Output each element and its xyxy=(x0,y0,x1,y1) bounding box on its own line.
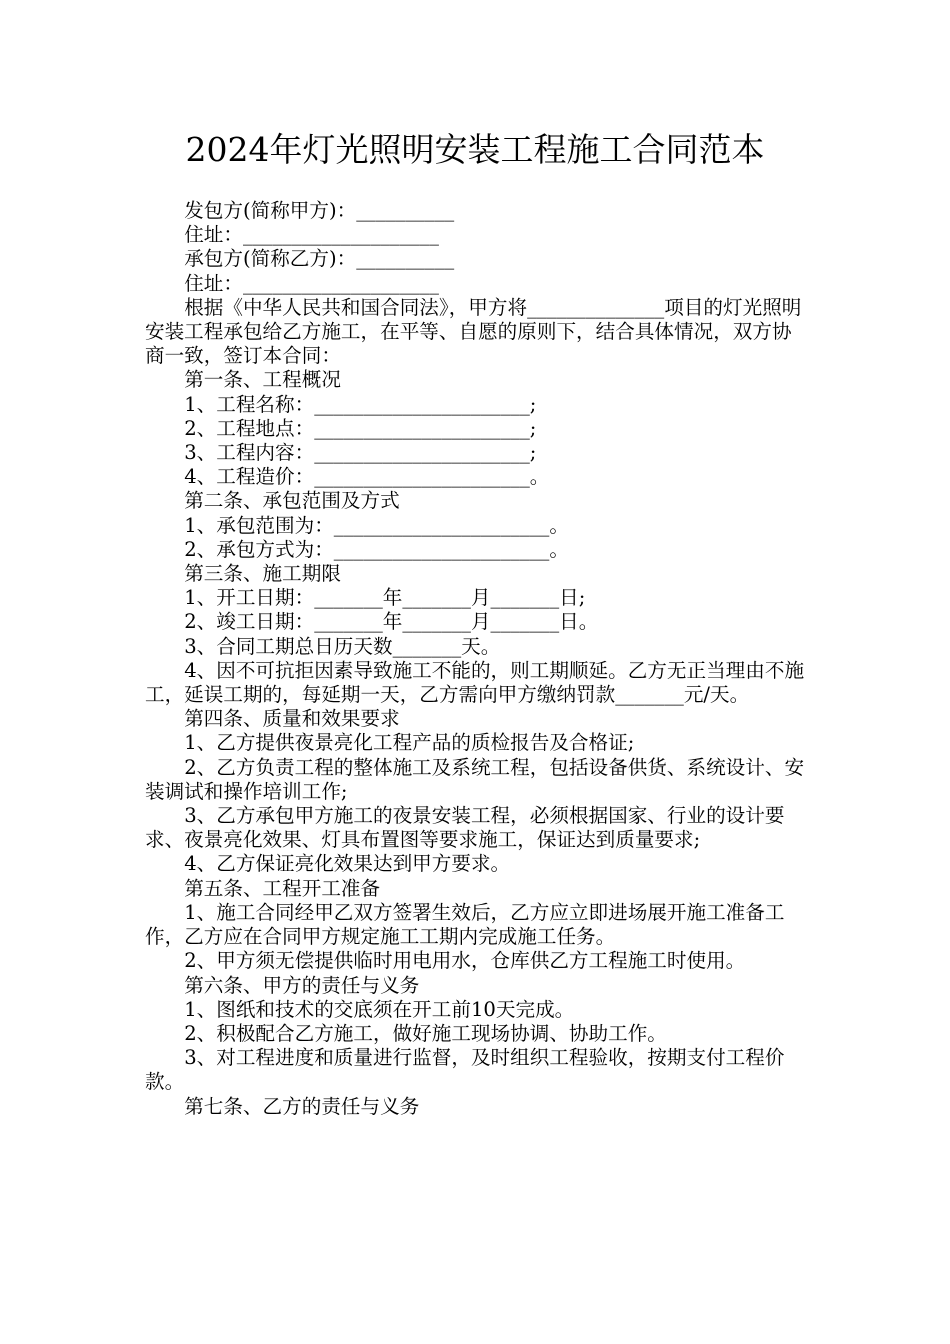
clause-item: 1、工程名称：______________________; xyxy=(184,392,537,416)
clause-item: 4、工程造价：______________________。 xyxy=(184,465,550,489)
document-body xyxy=(145,199,809,1119)
clause-item: 1、图纸和技术的交底须在开工前10天完成。 xyxy=(184,997,575,1021)
clause-item: 3、合同工期总日历天数_______天。 xyxy=(184,634,501,658)
party-b-address-line: 住址：____________________ xyxy=(184,271,439,295)
clause-item: 1、施工合同经甲乙双方签署生效后，乙方应立即进场展开施工准备工作，乙方应在合同甲方规定施工工期内完成施工任务。 xyxy=(145,900,785,949)
clause-item: 3、工程内容：______________________; xyxy=(184,441,537,465)
section-heading: 第二条、承包范围及方式 xyxy=(184,489,400,513)
party-b-line: 承包方(简称乙方)：__________ xyxy=(184,247,455,271)
clause-item: 1、乙方提供夜景亮化工程产品的质检报告及合格证; xyxy=(184,731,635,755)
party-a-address-line: 住址：____________________ xyxy=(184,223,439,247)
clause-item: 4、乙方保证亮化效果达到甲方要求。 xyxy=(184,852,511,876)
clause-item: 2、积极配合乙方施工，做好施工现场协调、协助工作。 xyxy=(184,1021,667,1045)
clause-item: 3、对工程进度和质量进行监督，及时组织工程验收，按期支付工程价款。 xyxy=(145,1046,785,1094)
clause-item: 2、甲方须无偿提供临时用电用水，仓库供乙方工程施工时使用。 xyxy=(184,949,746,973)
section-heading: 第一条、工程概况 xyxy=(184,368,341,392)
section-heading: 第六条、甲方的责任与义务 xyxy=(184,973,420,997)
section-heading: 第五条、工程开工准备 xyxy=(184,876,381,900)
section-heading: 第七条、乙方的责任与义务 xyxy=(184,1094,420,1118)
clause-item: 4、因不可抗拒因素导致施工不能的，则工期顺延。乙方无正当理由不施工，延误工期的，每延期一天，乙方需向甲方缴纳罚款_______元/天。 xyxy=(145,658,805,707)
section-heading: 第四条、质量和效果要求 xyxy=(184,707,400,731)
clause-item: 2、乙方负责工程的整体施工及系统工程，包括设备供货、系统设计、安装调试和操作培训工作; xyxy=(145,755,805,803)
preamble-paragraph: 根据《中华人民共和国合同法》，甲方将______________项目的灯光照明安装工程承包给乙方施工，在平等、自愿的原则下，结合具体情况，双方协商一致，签订本合同： xyxy=(145,295,802,368)
document-title: 2024年灯光照明安装工程施工合同范本 xyxy=(185,130,765,169)
clause-item: 2、承包方式为：______________________。 xyxy=(184,537,569,561)
party-a-line: 发包方(简称甲方)：__________ xyxy=(184,199,455,222)
clause-item: 1、开工日期：_______年_______月_______日; xyxy=(184,586,586,610)
clause-item: 2、竣工日期：_______年_______月_______日。 xyxy=(184,610,599,634)
clause-item: 1、承包范围为：______________________。 xyxy=(184,513,569,537)
section-heading: 第三条、施工期限 xyxy=(184,562,341,586)
clause-item: 3、乙方承包甲方施工的夜景安装工程，必须根据国家、行业的设计要求、夜景亮化效果、灯具布置图等要求施工，保证达到质量要求; xyxy=(145,804,785,852)
clause-item: 2、工程地点：______________________; xyxy=(184,416,537,440)
